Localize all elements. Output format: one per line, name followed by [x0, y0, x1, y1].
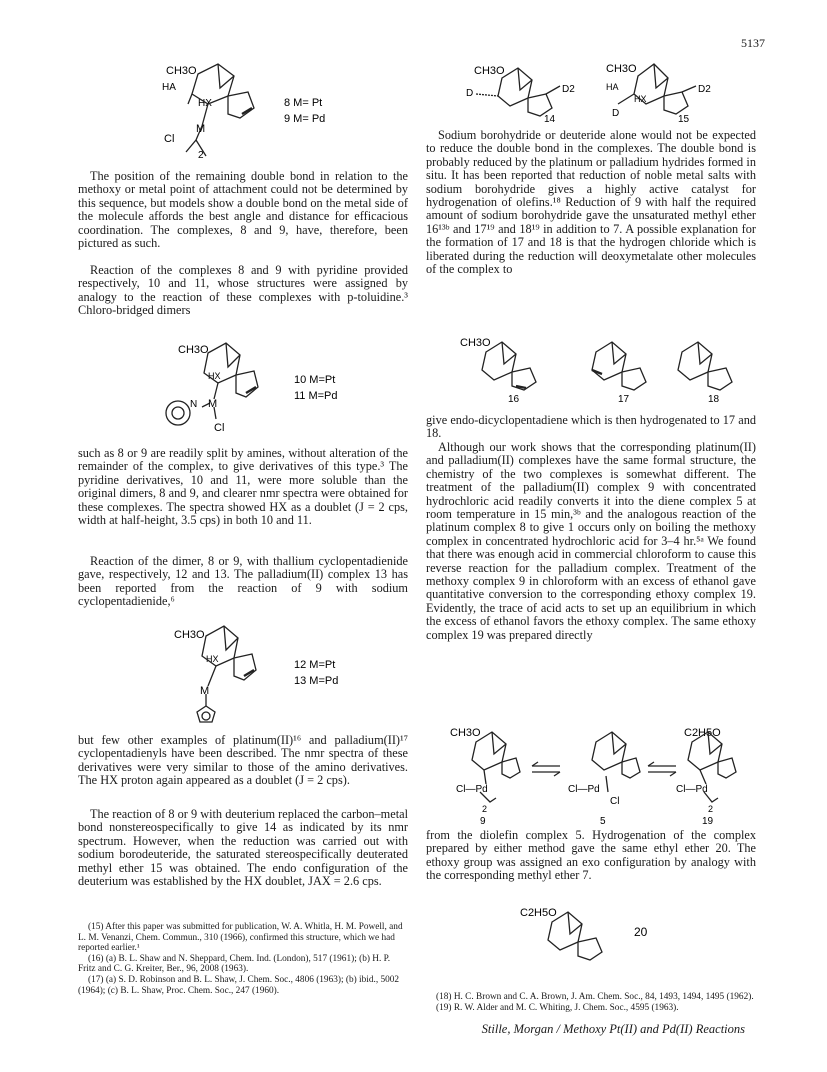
compound-8-label: 8 M= Pt [284, 97, 323, 109]
dimer-subscript-19: 2 [708, 804, 714, 814]
dimer-subscript: 2 [198, 150, 204, 161]
structure-10-11 [158, 335, 408, 440]
compound-11-label: 11 M=Pd [294, 390, 338, 402]
chloride-label-5: Cl [610, 796, 620, 807]
metal-label: M [200, 685, 210, 697]
right-paragraph-3: Although our work shows that the corresponding platinum(II) and palladium(II) complexes have the same formal structure, the chemistry of the two complexes is somewhat different. The treatment of the palladium(II) complex 9 with concentrated hydrochloric acid readily converts it into the diene complex 5 at room temperature in 15 min,³ᵇ and the analogous reaction of the platinum complex 8 to give 1 occurs only on boiling the methoxy complex in concentrated hydrochloric acid for 3–4 hr.⁵ᵃ We found that there was enough acid in commercial chloroform to cause this reverse reaction for the palladium complex. Treatment of the methoxy complex 9 in chloroform with an excess of ethanol gave quantitative conversion to the corresponding ethoxy complex 19. Evidently, the trace of acid acts to set up an equilibrium in which the excess of ethanol favors the ethoxy complex. The same ethoxy complex 19 was prepared directly [426, 440, 756, 642]
structure-16-17-18 [446, 330, 756, 410]
hx-label-15: HX [634, 94, 647, 104]
ha-label: HA [162, 82, 176, 93]
structure-8-9-drawing [158, 56, 408, 166]
left-paragraph-5: but few other examples of platinum(II)¹⁶ and palladium(II)¹⁷ cyclopentadienyls have been described. The nmr spectra of these derivatives were very similar to those of the amino derivatives. The HX proton again appeared as a doublet (J = 2 cps). [78, 733, 408, 788]
deuterium-label-14: D [466, 88, 474, 99]
compound-19-label: 19 [702, 816, 714, 827]
dimer-subscript-9: 2 [482, 804, 488, 814]
ethoxy-label-19: C2H5O [684, 727, 721, 739]
compound-10-label: 10 M=Pt [294, 374, 336, 386]
compound-9-label: 9 M= Pd [284, 113, 326, 125]
right-footnotes [426, 992, 756, 1013]
structure-20 [516, 900, 756, 970]
methoxy-label: CH3O [178, 344, 209, 356]
nitrogen-label: N [190, 399, 198, 410]
chloride-palladium-label-9: Cl—Pd [456, 784, 488, 795]
metal-label: M [196, 123, 206, 135]
methoxy-label: CH3O [460, 337, 491, 349]
methoxy-label-15: CH3O [606, 63, 637, 75]
compound-15-label: 15 [678, 114, 690, 125]
page-number: 5137 [741, 36, 765, 50]
structure-12-13 [168, 610, 408, 730]
structure-9-5-19 [436, 720, 756, 825]
structure-12-13-drawing [168, 610, 408, 730]
compound-9-label: 9 [480, 816, 486, 827]
chloride-palladium-label-5: Cl—Pd [568, 784, 600, 795]
deuterium-label-15: D [612, 108, 620, 119]
left-paragraph-1: The position of the remaining double bond in relation to the methoxy or metal point of attachment could not be determined by this sequence, but models show a double bond on the metal side of the molecule affords the best angle and distance for efficacious coordination. The complexes, 8 and 9, have, therefore, been pictured as such. [78, 169, 408, 251]
left-paragraph-3: such as 8 or 9 are readily split by amines, without alteration of the remainder of the complex, to give derivatives of this type.³ The pyridine derivatives, 10 and 11, were more soluble than the original dimers, 8 and 9, and clearer nmr spectra were obtained for these complexes. The spectra showed HX as a doublet (J = 2 cps, width at half-height, 3.5 cps) in both 10 and 11. [78, 446, 408, 528]
methoxy-label: CH3O [450, 727, 481, 739]
right-paragraph-4: from the diolefin complex 5. Hydrogenation of the complex prepared by either method gave the same ethyl ether 20. The ethoxy group was assigned an exo configuration by analogy with the corresponding methyl ether 7. [426, 828, 756, 883]
ethoxy-label: C2H5O [520, 907, 557, 919]
left-paragraph-4: Reaction of the dimer, 8 or 9, with thallium cyclopentadienide gave, respectively, 12 and 13. The palladium(II) complex 13 has been reported from the reaction of 9 with sodium cyclopentadienide,⁶ [78, 554, 408, 609]
compound-13-label: 13 M=Pd [294, 675, 339, 687]
hx-label: HX [206, 654, 219, 664]
right-paragraph-2: give endo-dicyclopentadiene which is then hydrogenated to 17 and 18. [426, 413, 756, 441]
chloride-palladium-label-19: Cl—Pd [676, 784, 708, 795]
footnote-18: (18) H. C. Brown and C. A. Brown, J. Am. Chem. Soc., 84, 1493, 1494, 1495 (1962). [436, 992, 754, 1002]
compound-12-label: 12 M=Pt [294, 659, 336, 671]
structure-16-17-18-drawing [446, 330, 756, 410]
structure-20-drawing [516, 900, 756, 970]
metal-label: M [208, 398, 218, 410]
hx-label: HX [208, 371, 221, 381]
structure-14-15 [466, 56, 756, 126]
compound-5-label: 5 [600, 816, 606, 827]
chloride-label: Cl [164, 133, 175, 145]
compound-18-label: 18 [708, 394, 720, 405]
left-paragraph-2: Reaction of the complexes 8 and 9 with pyridine provided respectively, 10 and 11, whose structures were assigned by analogy to the reaction of these complexes with p-toluidine.³ Chloro-bridged dimers [78, 263, 408, 318]
structure-8-9 [158, 56, 408, 166]
compound-16-label: 16 [508, 394, 520, 405]
running-footer: Stille, Morgan / Methoxy Pt(II) and Pd(II) Reactions [481, 1022, 745, 1036]
methoxy-label: CH3O [174, 629, 205, 641]
footnote-16: (16) (a) B. L. Shaw and N. Sheppard, Chem. Ind. (London), 517 (1961); (b) H. P. Fritz and C. G. Kreiter, Ber., 96, 2008 (1963). [78, 953, 391, 975]
compound-17-label: 17 [618, 394, 630, 405]
d2-label-14: D2 [562, 84, 575, 95]
methoxy-label-14: CH3O [474, 65, 505, 77]
ha-label-15: HA [606, 82, 619, 92]
structure-9-5-19-drawing [436, 720, 756, 825]
footnote-15: (15) After this paper was submitted for publication, W. A. Whitla, H. M. Powell, and L. M. Venanzi, Chem. Commun., 310 (1966), confirmed this structure, which we had reported earlier.¹ [78, 922, 403, 954]
right-paragraph-1: Sodium borohydride or deuteride alone would not be expected to reduce the double bond in the complexes. The double bond is probably reduced by the platinum or palladium hydrides formed in situ. It has been reported that reduction of noble metal salts with sodium borohydride gives a highly active catalyst for hydrogenation of olefins.¹⁸ Reduction of 9 with half the required amount of sodium borohydride gave the unsaturated methyl ether 16¹³ᵇ and 17¹⁹ and 18¹⁹ in addition to 7. A possible explanation for the formation of 17 and 18 is that the hydrogen chloride which is liberated during the reduction will deoxymetalate other molecules of the complex to [426, 128, 756, 277]
compound-20-label: 20 [634, 925, 648, 939]
structure-10-11-drawing [158, 335, 408, 440]
footnote-19: (19) R. W. Alder and M. C. Whiting, J. Chem. Soc., 4595 (1963). [436, 1002, 679, 1013]
methoxy-label: CH3O [166, 65, 197, 77]
footnote-17: (17) (a) S. D. Robinson and B. L. Shaw, J. Chem. Soc., 4806 (1963); (b) ibid., 5002 (1964); (c) B. L. Shaw, Proc. Chem. Soc., 247 (1960). [78, 974, 400, 996]
hx-label: HX [198, 98, 212, 109]
left-footnotes [78, 922, 408, 996]
compound-14-label: 14 [544, 114, 556, 125]
structure-14-15-drawing [466, 56, 756, 126]
d2-label-15: D2 [698, 84, 711, 95]
left-paragraph-6: The reaction of 8 or 9 with deuterium replaced the carbon–metal bond nonstereospecifically to give 14 as indicated by its nmr spectrum. However, when the reduction was carried out with sodium borodeuteride, the saturated stereospecifically deuterated methyl ether 15 was obtained. The endo configuration of the deuterium was established by the HX doublet, JAX = 2.6 cps. [78, 807, 408, 889]
chloride-label: Cl [214, 422, 225, 434]
